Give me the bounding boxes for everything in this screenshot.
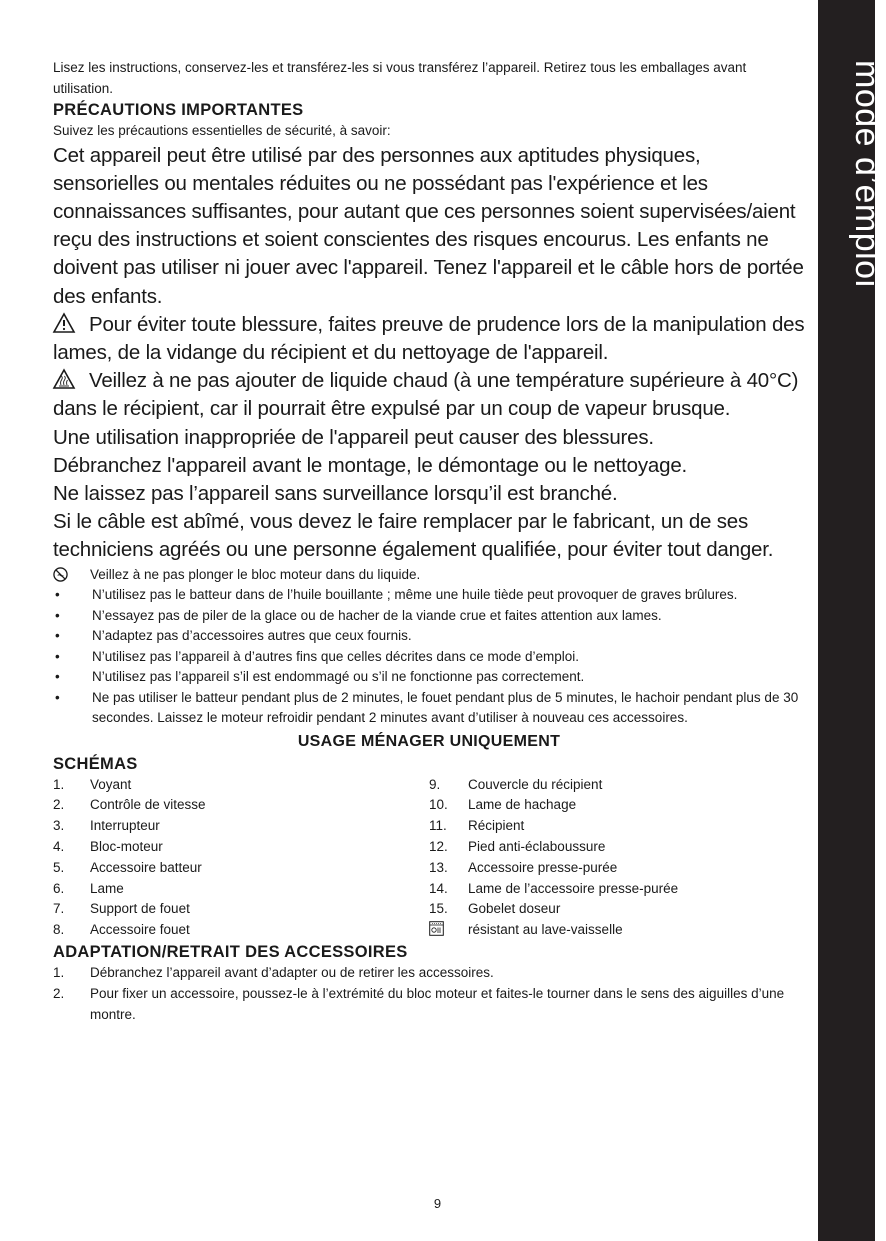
dishwasher-safe-item [429,920,805,941]
no-immerse-text: Veillez à ne pas plonger le bloc moteur dans du liquide. [90,566,421,582]
schemas-heading: SCHÉMAS [53,754,138,773]
bullet: • [55,607,60,623]
parts-list [53,775,805,941]
list-item: • Ne pas utiliser le batteur pendant plus de 2 minutes, le fouet pendant plus de 5 minutes, le hachoir pendant plus de 30 secondes. Laissez le moteur refroidir pendant 2 minutes avant d’utiliser à nouveau ces accessoires. [53,688,805,729]
list-item: 15. Gobelet doseur [429,901,561,917]
list-item: 6. Lame [53,880,124,896]
precaution-hot-liquid [53,367,805,423]
precaution-paragraph: Si le câble est abîmé, vous devez le faire remplacer par le fabricant, un de ses techniciens agréés ou une personne également qualifiée, pour éviter tout danger. [53,510,774,562]
list-item: 8. Accessoire fouet [53,922,190,938]
list-item: 1. Débranchez l’appareil avant d’adapter ou de retirer les accessoires. [53,964,494,980]
do-not-immerse-icon [53,567,68,582]
list-item: 2. Contrôle de vitesse [53,797,206,813]
side-tab-label: mode d’emploi [848,60,886,288]
hot-surface-warning-icon [53,369,75,389]
list-item: 3. Interrupteur [53,818,160,834]
precautions-heading: PRÉCAUTIONS IMPORTANTES [53,101,304,119]
list-item: • N’adaptez pas d’accessoires autres que ceux fournis. [53,626,805,647]
bullet: • [55,587,60,603]
no-immerse-item [53,565,805,586]
list-item: 2. Pour fixer un accessoire, poussez-le à l’extrémité du bloc moteur et faites-le tourner dans le sens des aiguilles d’une montre. [53,985,785,1022]
list-item: 13. Accessoire presse-purée [429,859,618,875]
precautions-subtitle: Suivez les précautions essentielles de sécurité, à savoir: [53,123,391,138]
bullet: • [55,648,60,664]
list-item: • N’utilisez pas l’appareil s’il est endommagé ou s’il ne fonctionne pas correctement. [53,667,805,688]
list-item: 10. Lame de hachage [429,797,577,813]
list-item: • N’utilisez pas le batteur dans de l’huile bouillante ; même une huile tiède peut provoquer de graves brûlures. [53,585,805,606]
list-item: 7. Support de fouet [53,901,190,917]
dishwasher-safe-icon [429,921,444,936]
precaution-paragraph: Ne laissez pas l’appareil sans surveillance lorsqu’il est branché. [53,481,618,505]
list-item: 14. Lame de l’accessoire presse-purée [429,880,679,896]
precaution-blades-text: Pour éviter toute blessure, faites preuve de prudence lors de la manipulation des lames, de la vidange du récipient et du nettoyage de l'appareil. [53,312,805,364]
warning-triangle-icon [53,313,75,333]
bullet: • [55,628,60,644]
bullet: • [55,669,60,685]
page-number: 9 [433,1196,442,1211]
precaution-paragraph: Une utilisation inappropriée de l'appareil peut causer des blessures. [53,425,654,449]
household-use-heading: USAGE MÉNAGER UNIQUEMENT [297,732,561,750]
list-item: 12. Pied anti-éclaboussure [429,838,606,854]
list-item: • N’essayez pas de piler de la glace ou de hacher de la viande crue et faites attention aux lames. [53,606,805,627]
list-item: 11. Récipient [429,818,525,834]
list-item: 9. Couvercle du récipient [429,776,603,792]
precaution-hot-liquid-text: Veillez à ne pas ajouter de liquide chaud (à une température supérieure à 40°C) dans le récipient, car il pourrait être expulsé par un coup de vapeur brusque. [53,369,799,421]
dishwasher-safe-text: résistant au lave-vaisselle [468,922,623,938]
bullet: • [55,689,60,705]
list-item: • N’utilisez pas l’appareil à d’autres fins que celles décrites dans ce mode d’emploi. [53,647,805,668]
list-item: 1. Voyant [53,776,132,792]
list-item: 5. Accessoire batteur [53,859,202,875]
parts-list-left [53,775,429,941]
list-item: 4. Bloc-moteur [53,838,163,854]
parts-list-right [429,775,805,941]
precaution-blades [53,311,805,367]
intro-text: Lisez les instructions, conservez-les et transférez-les si vous transférez l’appareil. Retirez tous les emballages avant utilisation. [53,60,747,96]
main-content [53,58,805,1025]
accessories-heading: ADAPTATION/RETRAIT DES ACCESSOIRES [53,942,408,961]
precaution-paragraph: Cet appareil peut être utilisé par des personnes aux aptitudes physiques, sensorielles ou mentales réduites ou ne possédant pas l'expérience et les connaissances suffisantes, pour autant que ces personnes soient supervisées/aient reçu des instructions et soient conscientes des risques encourus. Les enfants ne doivent pas utiliser ni jouer avec l'appareil. Tenez l'appareil et le câble hors de portée des enfants. [53,143,804,308]
precaution-paragraph: Débranchez l'appareil avant le montage, le démontage ou le nettoyage. [53,453,688,477]
